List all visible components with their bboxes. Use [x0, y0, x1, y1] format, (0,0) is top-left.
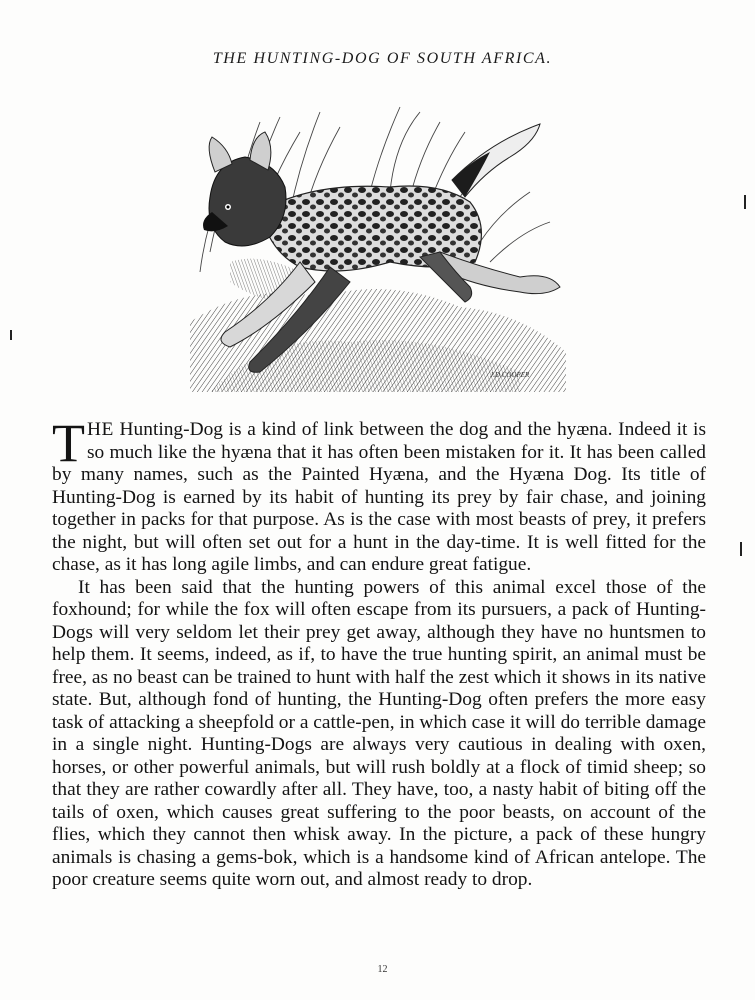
engraving-image — [190, 102, 566, 392]
hunting-dog-illustration — [190, 102, 566, 392]
article-paragraph-2: It has been said that the hunting powers of this animal excel those of the foxhound; for while the fox will often escape from its pursuers, a pack of Hunting-Dogs will very seldom let their prey get away, although they have no huntsmen to help them. It seems, indeed, as if, to have the true hunting spirit, an animal must be free, as no beast can be trained to hunt with half the zest which it shows in its native state. But, although fond of hunting, the Hunting-Dog often prefers the more easy task of attacking a sheepfold or a cattle-pen, in which case it will do terrible damage in a single night. Hunting-Dogs are always very cautious in dealing with oxen, horses, or other powerful animals, but will rush boldly at a flock of timid sheep; so that they are rather cowardly after all. They have, too, a nasty habit of biting off the tails of oxen, which causes great suffering to the poor beasts, on account of the flies, which they cannot then whisk away. In the picture, a pack of these hungry animals is chasing a gems-bok, which is a handsome kind of African antelope. The poor creature seems quite worn out, and almost ready to drop. — [52, 576, 706, 890]
article-paragraph-1 — [52, 413, 706, 577]
engraver-signature: J.D.COOPER — [490, 371, 530, 379]
paragraph-1-text: Hunting-Dog is a kind of link between the dog and the hyæna. Indeed it is so much like the hyæna that it has often been mistaken for it. It has been called by many names, such as the Painted Hyæna, and the Hyæna Dog. Its title of Hunting-Dog is earned by its habit of hunting its prey by fair chase, and joining together in packs for that purpose. As is the case with most beasts of prey, it prefers the night, but will often set out for a hunt in the day-time. It is well fitted for the chase, as it has long agile limbs, and can endure great fatigue. — [52, 419, 706, 575]
drop-cap: T — [52, 413, 85, 473]
page-header-title: THE HUNTING-DOG OF SOUTH AFRICA. — [212, 50, 553, 67]
article-body — [52, 413, 706, 892]
lead-caps: HE — [87, 419, 114, 440]
page-number: 12 — [377, 964, 388, 975]
scan-edge-mark — [10, 330, 12, 340]
scan-edge-mark — [744, 195, 746, 209]
scan-edge-mark — [740, 542, 742, 556]
